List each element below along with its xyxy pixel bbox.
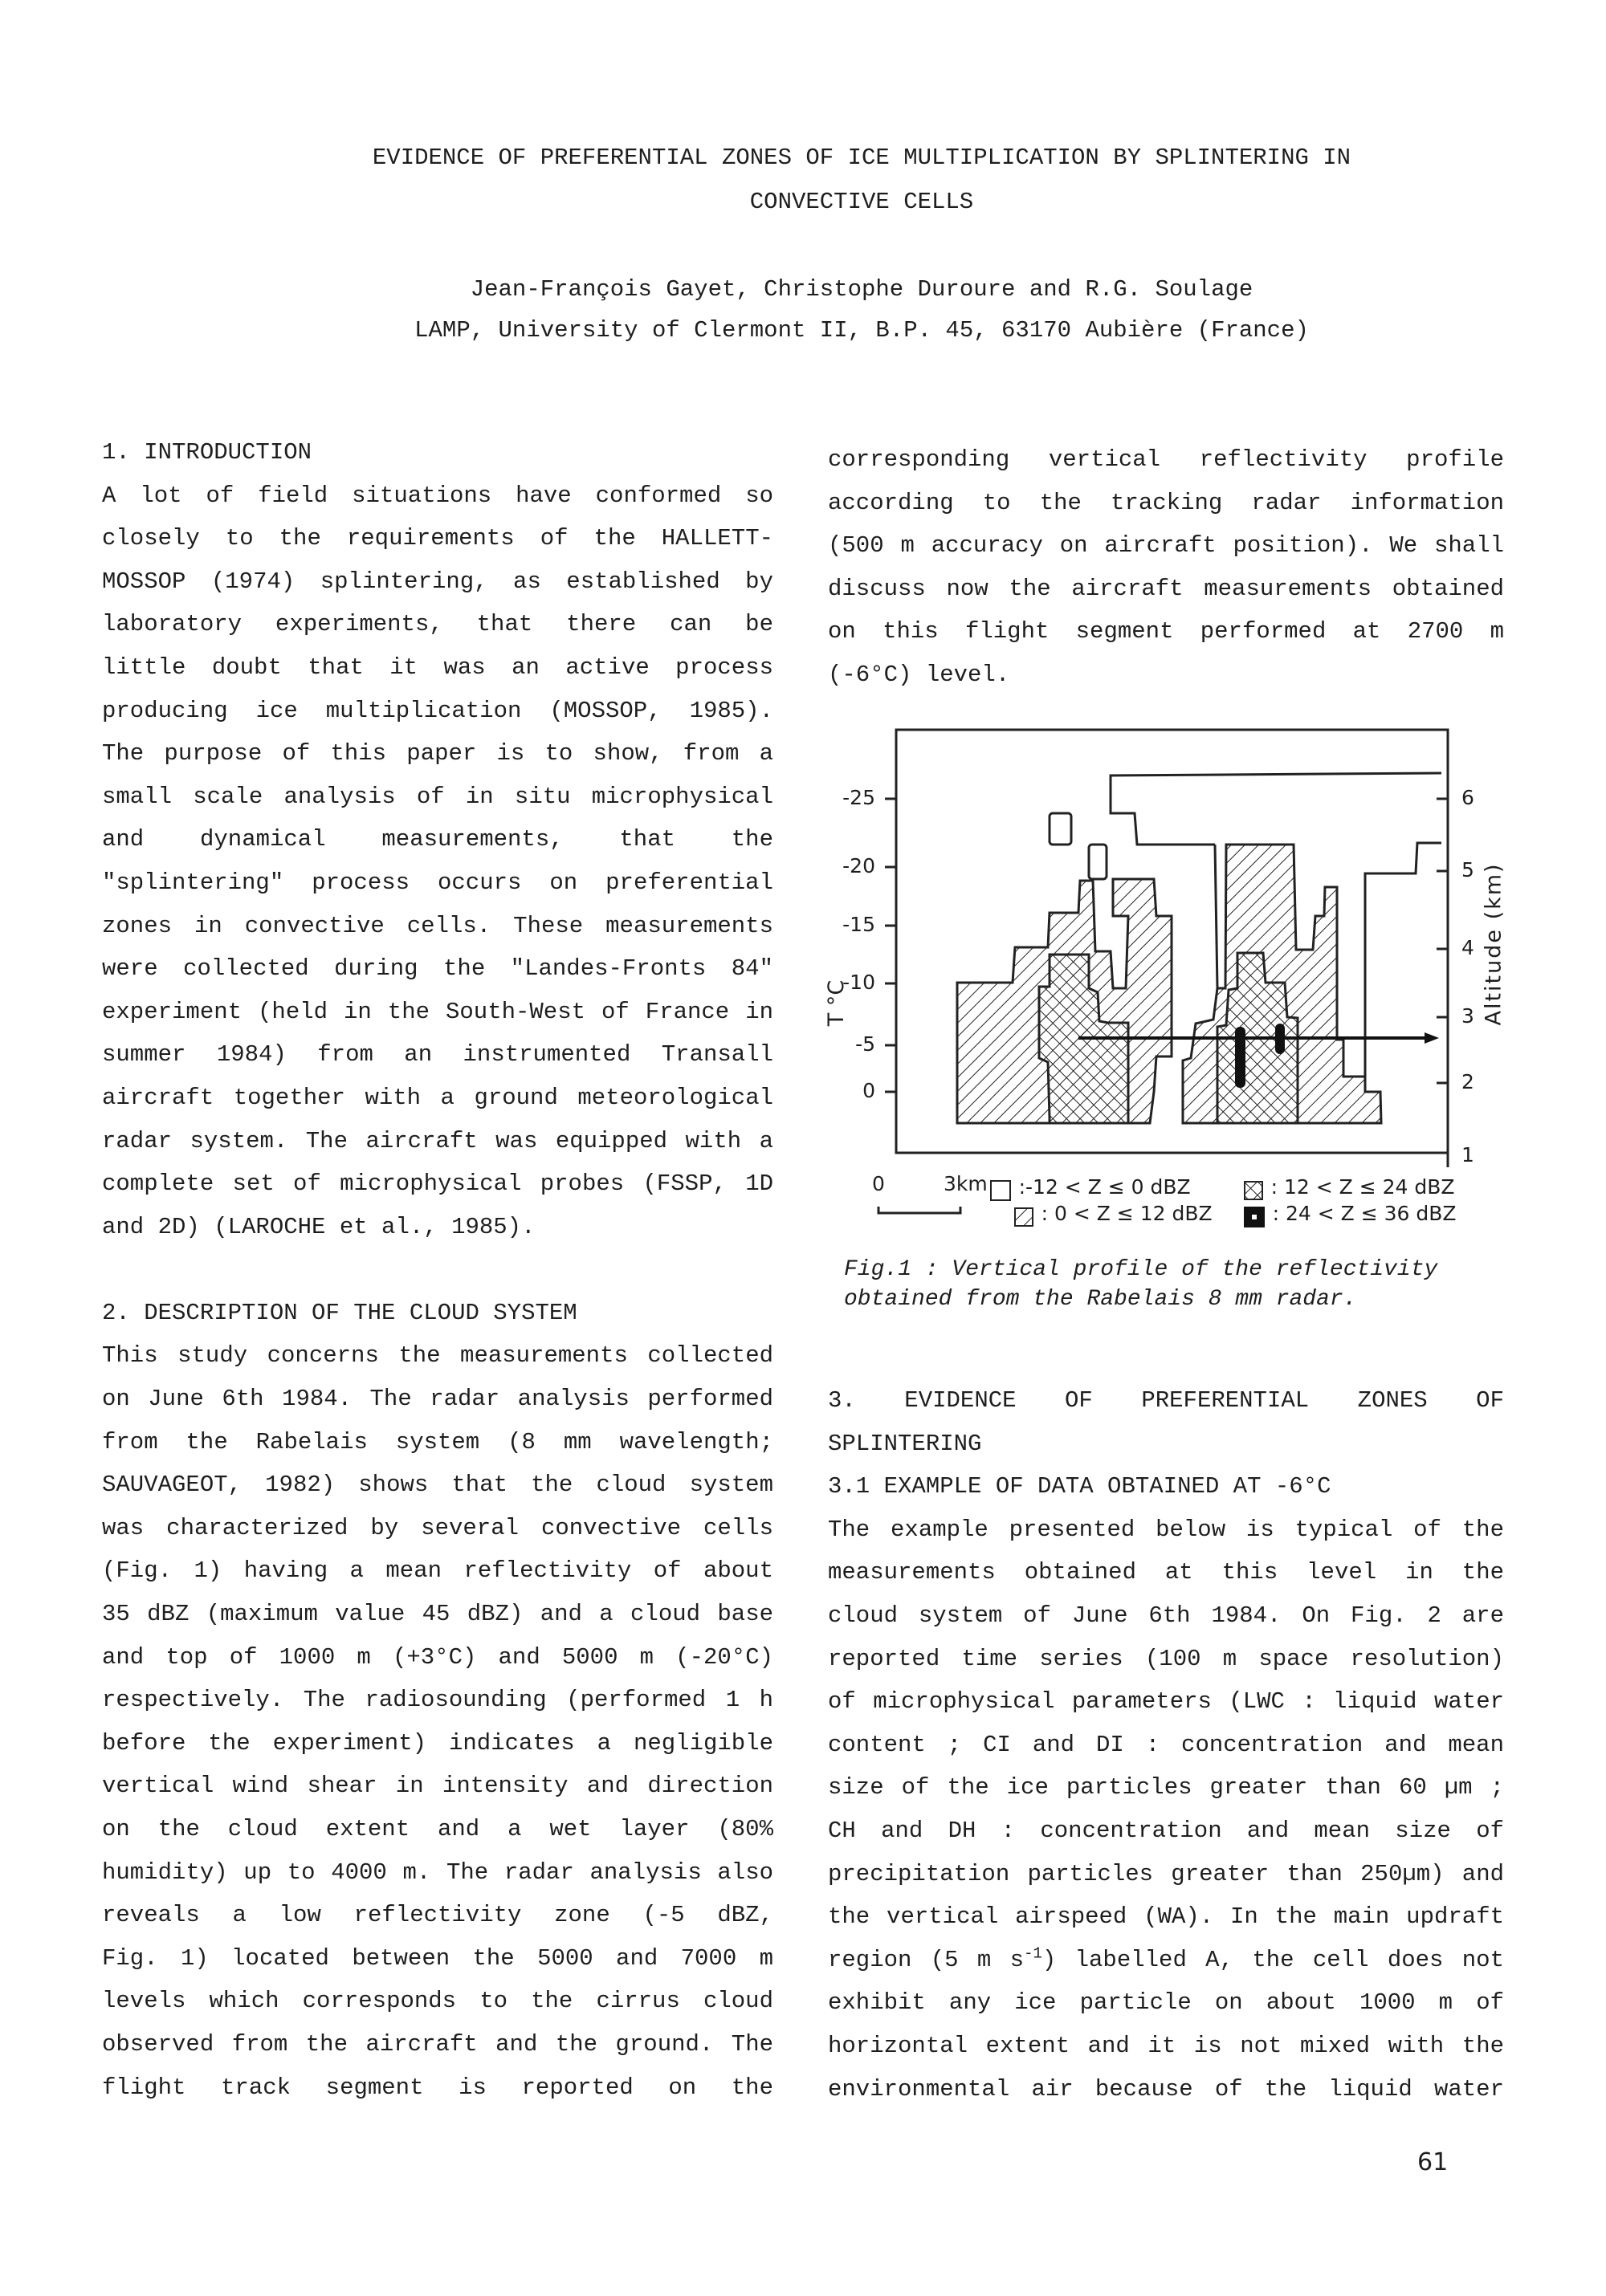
text-line: humidity) up to 4000 m. The radar analysis also [102,1858,773,1886]
page-number: 61 [1417,2148,1449,2176]
text-line: and top of 1000 m (+3°C) and 5000 m (-20°C) [102,1643,773,1671]
text-line: summer 1984) from an instrumented Transall [102,1041,773,1069]
text-line: precipitation particles greater than 250µm) and [828,1860,1504,1887]
legend-open-swatch [990,1180,1011,1201]
right-tick-label: 2 [1461,1070,1474,1093]
text-line: reported time series (100 m space resolution) [828,1645,1504,1672]
text-line: was characterized by several convective cells [102,1514,773,1541]
text-line: levels which corresponds to the cirrus cloud [102,1988,773,2015]
text-line: (-6°C) level. [828,661,1010,688]
text-line: producing ice multiplication (MOSSOP, 1985). [102,697,773,724]
legend-label: :-12 < Z ≤ 0 dBZ [1018,1175,1191,1199]
left-tick-label: -20 [842,854,875,877]
text-line: environmental air because of the liquid water [828,2075,1504,2103]
section-heading: 1. INTRODUCTION [102,439,312,466]
text-line: on this flight segment performed at 2700 m [828,618,1504,645]
text-line: complete set of microphysical probes (FSSP, 1D [102,1170,773,1198]
text-line: cloud system of June 6th 1984. On Fig. 2 are [828,1602,1504,1629]
text-line: radar system. The aircraft was equipped with a [102,1127,773,1154]
authors: Jean-François Gayet, Christophe Duroure and R.G. Soulage [470,276,1253,303]
paper-title-line-2: CONVECTIVE CELLS [749,189,974,215]
text-line: "splintering" process occurs on preferential [102,869,773,896]
legend-item-open [990,1175,1191,1201]
text-line: on the cloud extent and a wet layer (80% [102,1816,773,1842]
text-pre: region (5 m s [828,1946,1025,1973]
right-column-continuation [828,438,1504,697]
text-line: according to the tracking radar information [828,489,1504,516]
left-axis-label: T °C [824,979,850,1027]
text-line: corresponding vertical reflectivity profile [828,446,1504,473]
scale-start: 0 [872,1172,885,1195]
text-line: exhibit any ice particle on about 1000 m of [828,1989,1504,2017]
legend-item-solid [1244,1202,1457,1227]
text-line: and dynamical measurements, that the [102,826,773,853]
text-line: respectively. The radiosounding (performed 1 h [102,1687,773,1714]
left-column [102,431,773,2109]
paper-title-line-1: EVIDENCE OF PREFERENTIAL ZONES OF ICE MULTIPLICATION BY SPLINTERING IN [372,145,1351,171]
text-line: MOSSOP (1974) splintering, as established by [102,568,773,595]
text-line: horizontal extent and it is not mixed with the [828,2032,1504,2059]
right-tick-label: 4 [1461,936,1474,959]
text-line: size of the ice particles greater than 60 µm ; [828,1774,1504,1801]
legend-item-hatched [1014,1202,1213,1227]
section-heading: SPLINTERING [828,1430,982,1457]
figure-caption-line-2: obtained from the Rabelais 8 mm radar. [844,1287,1357,1312]
text-sup: -1 [1024,1944,1042,1963]
section-heading: 3. EVIDENCE OF PREFERENTIAL ZONES OF [828,1387,1504,1414]
left-tick-label: 0 [862,1079,875,1102]
text-line: zones in convective cells. These measurements [102,912,773,939]
text-line: (Fig. 1) having a mean reflectivity of about [102,1557,773,1585]
text-line: CH and DH : concentration and mean size of [828,1817,1504,1844]
text-line: small scale analysis of in situ microphysical [102,783,773,810]
core-24-36-dbz [1235,1027,1245,1088]
left-tick-label: -15 [842,913,875,936]
text-post: ) labelled A, the cell does not [1041,1946,1504,1973]
scale-end: 3km [944,1172,988,1195]
figure-caption-line-1: Fig.1 : Vertical profile of the reflectivity [844,1257,1438,1282]
legend-solid-swatch [1244,1207,1265,1227]
text-line: 35 dBZ (maximum value 45 dBZ) and a cloud base [102,1601,773,1628]
text-line: on June 6th 1984. The radar analysis performed [102,1386,773,1413]
text-line: experiment (held in the South-West of France in [102,998,773,1025]
right-tick-label: 5 [1461,858,1474,881]
text-line: (500 m accuracy on aircraft position). We shall [828,532,1504,560]
text-line: the vertical airspeed (WA). In the main updraft [828,1903,1504,1931]
text-line [828,1939,1504,1982]
section-heading: 2. DESCRIPTION OF THE CLOUD SYSTEM [102,1299,577,1326]
text-line: reveals a low reflectivity zone (-5 dBZ, [102,1902,773,1929]
text-line: Fig. 1) located between the 5000 and 7000 m [102,1944,773,1972]
left-tick-label: -10 [842,971,875,994]
text-line: flight track segment is reported on the [102,2074,773,2101]
scale-bar [878,1207,960,1213]
right-axis-label: Altitude (km) [1481,862,1506,1026]
text-line: and 2D) (LAROCHE et al., 1985). [102,1213,536,1240]
right-tick-label: 6 [1461,786,1474,809]
reflectivity-profile-plot [896,730,1448,1153]
text-line: vertical wind shear in intensity and direction [102,1773,773,1800]
right-tick-label: 1 [1461,1143,1474,1166]
legend-label: : 12 < Z ≤ 24 dBZ [1270,1175,1455,1199]
text-line: content ; CI and DI : concentration and mean [828,1731,1504,1758]
text-line: aircraft together with a ground meteorological [102,1084,773,1111]
legend-label: : 24 < Z ≤ 36 dBZ [1272,1202,1457,1225]
text-line: little doubt that it was an active process [102,653,773,681]
text-line: discuss now the aircraft measurements obtained [828,575,1504,602]
legend-label: : 0 < Z ≤ 12 dBZ [1041,1202,1213,1225]
left-tick-label: -25 [842,786,875,809]
text-line: The example presented below is typical of the [828,1516,1504,1543]
right-tick-label: 3 [1461,1004,1474,1028]
affiliation: LAMP, University of Clermont II, B.P. 45, 63170 Aubière (France) [414,317,1309,344]
text-line: observed from the aircraft and the ground. The [102,2030,773,2058]
text-line: The purpose of this paper is to show, from a [102,740,773,767]
text-line: of microphysical parameters (LWC : liquid water [828,1688,1504,1716]
text-line: laboratory experiments, that there can be [102,611,773,638]
legend-crosshatched-swatch [1244,1181,1263,1200]
section-3 [828,1379,1504,2111]
text-line: closely to the requirements of the HALLETT- [102,525,773,552]
legend-item-crosshatched [1244,1175,1455,1200]
text-line: SAUVAGEOT, 1982) shows that the cloud system [102,1472,773,1499]
text-line: from the Rabelais system (8 mm wavelength; [102,1428,773,1455]
text-line: before the experiment) indicates a negligible [102,1729,773,1757]
text-line: This study concerns the measurements collected [102,1342,773,1370]
text-line: A lot of field situations have conformed so [102,482,773,509]
text-line: were collected during the "Landes-Fronts 84" [102,955,773,983]
left-tick-label: -5 [855,1032,875,1056]
legend-hatched-swatch [1014,1207,1033,1227]
subsection-heading: 3.1 EXAMPLE OF DATA OBTAINED AT -6°C [828,1473,1331,1500]
text-line: measurements obtained at this level in the [828,1559,1504,1586]
